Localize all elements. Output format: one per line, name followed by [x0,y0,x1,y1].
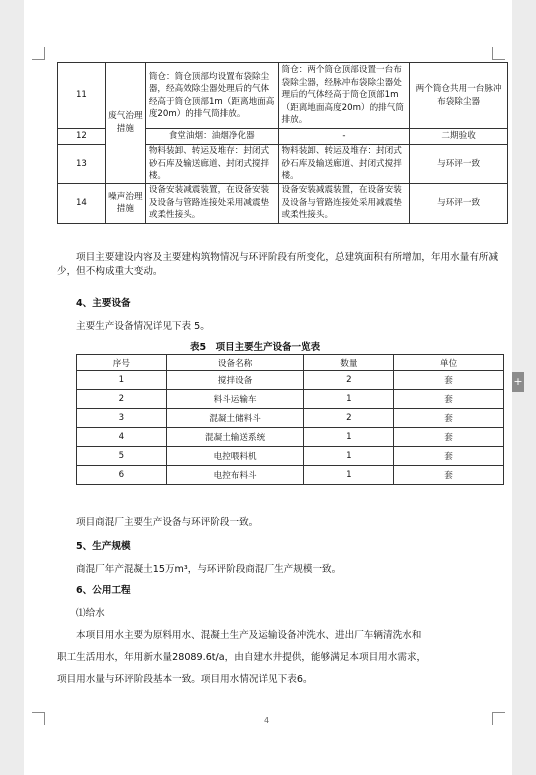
water-text-line-1: 本项目用水主要为原料用水、混凝土生产及运输设备冲洗水、进出厂车辆清洗水和 [76,630,422,641]
document-page [24,0,512,775]
eia-measure: 筒仓：筒仓顶部均设置布袋除尘器，经高效除尘器处理后的气体经高于筒仓顶部1m（距离地面高度20m）的排气筒排放。 [145,63,278,129]
eia-measure: 设备安装减震装置，在设备安装及设备与管路连接处采用减震垫或柔性接头。 [145,183,278,223]
cell-no: 4 [77,428,167,447]
actual-measure: - [278,129,410,145]
cell-qty: 1 [304,390,394,409]
cell-no: 6 [77,466,167,485]
cell-no: 1 [77,371,167,390]
cell-unit: 套 [394,447,504,466]
cell-unit: 套 [394,466,504,485]
crop-mark-bottom-right [492,712,505,725]
cell-no: 5 [77,447,167,466]
crop-mark-top-left [32,47,45,60]
crop-mark-bottom-left [32,712,45,725]
table-row [77,390,504,409]
cell-name: 料斗运输车 [166,390,304,409]
comparison: 二期验收 [410,129,508,145]
crop-mark-top-right [492,47,505,60]
water-supply-subheading: ⑴给水 [76,608,105,619]
cell-name: 混凝土输送系统 [166,428,304,447]
cell-name: 混凝土储料斗 [166,409,304,428]
table-row [58,63,508,129]
section-4-summary: 项目商混厂主要生产设备与环评阶段一致。 [76,517,259,528]
measures-table [57,62,508,224]
cell-no: 3 [77,409,167,428]
table-header-row [77,355,504,371]
row-number: 12 [58,129,106,145]
cell-qty: 1 [304,428,394,447]
table-row [77,409,504,428]
section-5-heading: 5、生产规模 [76,541,131,552]
cell-qty: 2 [304,371,394,390]
water-text-line-2: 职工生活用水，年用新水量28089.6t/a，由自建水井提供，能够满足本项目用水需求， [57,652,427,663]
cell-unit: 套 [394,409,504,428]
header-qty: 数量 [304,355,394,371]
cell-qty: 1 [304,447,394,466]
equipment-table [76,354,504,485]
eia-measure: 食堂油烟：油烟净化器 [145,129,278,145]
cell-unit: 套 [394,428,504,447]
actual-measure: 设备安装减震装置，在设备安装及设备与管路连接处采用减震垫或柔性接头。 [278,183,410,223]
table-row [77,428,504,447]
comparison: 两个筒仓共用一台脉冲布袋除尘器 [410,63,508,129]
expand-panel-button[interactable]: + [512,372,524,392]
section-5-text: 商混厂年产混凝土15万m³，与环评阶段商混厂生产规模一致。 [76,564,342,575]
actual-measure: 物料装卸、转运及堆存：封闭式砂石库及输送廊道、封闭式搅拌楼。 [278,145,410,184]
cell-name: 电控布料斗 [166,466,304,485]
page-number: 4 [264,716,270,725]
table-row [77,466,504,485]
row-number: 14 [58,183,106,223]
header-no: 序号 [77,355,167,371]
cell-qty: 1 [304,466,394,485]
table-row [77,447,504,466]
actual-measure: 筒仓：两个筒仓顶部设置一台布袋除尘器，经脉冲布袋除尘器处理后的气体经高于筒仓顶部1m（距离地面高度20m）的排气筒排放。 [278,63,410,129]
comparison: 与环评一致 [410,145,508,184]
section-6-heading: 6、公用工程 [76,585,131,596]
row-number: 11 [58,63,106,129]
table-row [58,183,508,223]
category-cell: 噪声治理措施 [105,183,145,223]
category-cell: 废气治理措施 [105,63,145,184]
cell-unit: 套 [394,390,504,409]
water-text-line-3: 项目用水量与环评阶段基本一致。项目用水情况详见下表6。 [57,674,313,685]
table-row [77,371,504,390]
changes-paragraph: 项目主要建设内容及主要建构筑物情况与环评阶段有所变化，总建筑面积有所增加，年用水量有所减少，但不构成重大变动。 [57,252,499,277]
eia-measure: 物料装卸、转运及堆存：封闭式砂石库及输送廊道、封闭式搅拌楼。 [145,145,278,184]
comparison: 与环评一致 [410,183,508,223]
cell-unit: 套 [394,371,504,390]
cell-qty: 2 [304,409,394,428]
table-5-caption: 表5 项目主要生产设备一览表 [190,342,321,353]
cell-no: 2 [77,390,167,409]
section-4-heading: 4、主要设备 [76,298,131,309]
header-name: 设备名称 [166,355,304,371]
section-4-intro: 主要生产设备情况详见下表 5。 [76,321,210,332]
cell-name: 电控喂料机 [166,447,304,466]
cell-name: 搅拌设备 [166,371,304,390]
header-unit: 单位 [394,355,504,371]
row-number: 13 [58,145,106,184]
